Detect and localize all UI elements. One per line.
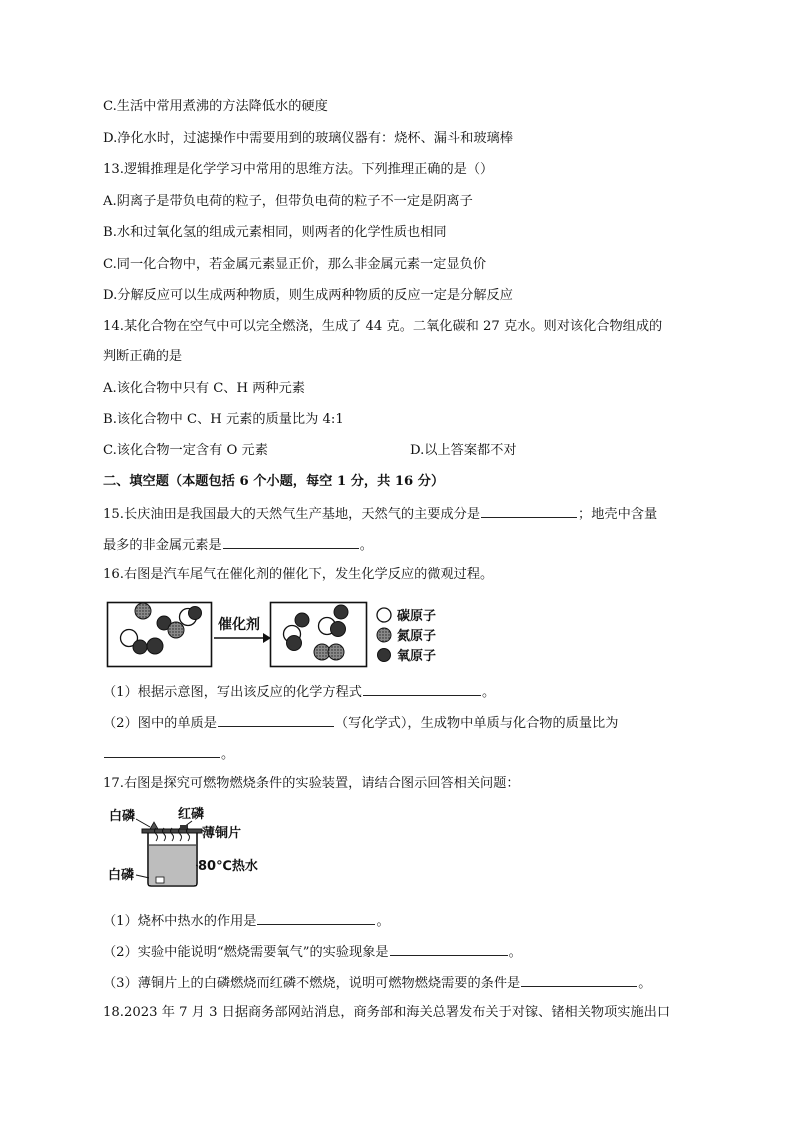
leader-line [136,819,150,827]
question-15 [103,504,657,524]
atom-legend [377,608,436,664]
nitrogen-atom [135,603,151,619]
option-c-q12: C.生活中常用煮沸的方法降低水的硬度 [103,99,328,114]
legend-nitrogen-icon [377,628,391,642]
label-copper-sheet: 薄铜片 [202,826,242,841]
option-a-q14: A.该化合物中只有 C、H 两种元素 [103,381,305,396]
question-14: 14.某化合物在空气中可以完全燃浇，生成了 44 克。二氧化碳和 27 克水。则对该化合物组成的 [103,319,663,334]
nitrogen-atom [168,622,184,638]
option-c-q14: C.该化合物一定含有 O 元素 [103,443,268,458]
q16-2-end: 。 [221,747,235,762]
question-16-part2 [103,713,618,733]
option-d-q14: D.以上答案都不对 [410,443,517,458]
product-molecules [284,605,349,660]
answer-blank [521,973,637,987]
question-17-part1 [103,911,390,931]
option-a-q13: A.阴离子是带负电荷的粒子，但带负电荷的粒子不一定是阴离子 [103,194,473,209]
label-red-phosphorus: 红磷 [178,807,205,822]
oxygen-atom [287,636,302,651]
question-15-cont [103,535,373,555]
oxygen-atom [331,622,346,637]
question-18: 18.2023 年 7 月 3 日据商务部网站消息，商务部和海关总署发布关于对镓、锗相关物项实施出口 [103,1005,671,1020]
question-16-part2-cont [103,744,234,764]
question-14-cont: 判断正确的是 [103,349,183,364]
q16-2-text-b: （写化学式），生成物中单质与化合物的质量比为 [334,716,619,731]
q17-3-end: 。 [638,976,652,991]
q15-text-b: ；地壳中含量 [578,507,658,522]
legend-nitrogen-label: 氮原子 [397,629,437,644]
q15-text-a: 15.长庆油田是我国最大的天然气生产基地，天然气的主要成分是 [103,507,481,522]
section-heading: 二、填空题（本题包括 6 个小题，每空 1 分，共 16 分） [103,474,445,489]
oxygen-atom [295,613,309,627]
legend-carbon-label: 碳原子 [397,609,437,624]
q17-1-end: 。 [376,914,390,929]
oxygen-atom [189,607,202,620]
question-17-part3 [103,973,651,993]
answer-blank [218,713,334,727]
q16-1-end: 。 [481,685,496,700]
combustion-apparatus-diagram [106,805,266,891]
answer-blank [104,744,220,758]
answer-blank [257,911,375,925]
q16-2-text: （2）图中的单质是 [103,716,217,731]
q17-1-text: （1）烧杯中热水的作用是 [103,914,257,929]
answer-blank [363,682,481,696]
oxygen-atom [334,605,348,619]
label-white-phosphorus-top: 白磷 [109,809,136,824]
q16-1-text: （1）根据示意图，写出该反应的化学方程式 [103,685,362,700]
oxygen-atom [147,638,163,654]
option-b-q13: B.水和过氧化氢的组成元素相同，则两者的化学性质也相同 [103,225,447,240]
question-17: 17.右图是探究可燃物燃烧条件的实验装置，请结合图示回答相关问题： [103,776,520,791]
answer-blank [223,535,359,549]
label-hot-water: 80℃热水 [198,859,258,874]
q17-2-text: （2）实验中能说明“燃烧需要氧气”的实验现象是 [103,945,389,960]
option-c-q13: C.同一化合物中，若金属元素显正价，那么非金属元素一定显负价 [103,257,487,272]
nitrogen-atom [328,644,344,660]
question-16-part1 [103,682,495,702]
q15-text-d: 。 [359,538,373,553]
question-17-part2 [103,942,522,962]
copper-sheet [142,829,202,833]
q17-2-end: 。 [508,945,522,960]
option-b-q14: B.该化合物中 C、H 元素的质量比为 4:1 [103,412,344,427]
answer-blank [390,942,508,956]
question-16: 16.右图是汽车尾气在催化剂的催化下，发生化学反应的微观过程。 [103,567,494,582]
legend-oxygen-label: 氧原子 [397,649,437,664]
q17-3-text: （3）薄铜片上的白磷燃烧而红磷不燃烧，说明可燃物燃烧需要的条件是 [103,976,521,991]
catalyst-label: 催化剂 [218,617,260,633]
legend-carbon-icon [377,608,391,622]
white-phosphorus-sample [150,822,158,829]
submerged-white-phosphorus [156,877,164,883]
legend-oxygen-icon [378,649,391,662]
label-white-phosphorus-bottom: 白磷 [108,868,135,883]
answer-blank [481,504,577,518]
option-d-q13: D.分解反应可以生成两种物质，则生成两种物质的反应一定是分解反应 [103,288,513,303]
question-13: 13.逻辑推理是化学学习中常用的思维方法。下列推理正确的是（） [103,162,494,177]
q15-text-c: 最多的非金属元素是 [103,538,222,553]
reactant-molecules [121,603,202,654]
reaction-diagram [106,598,446,670]
option-d-q12: D.净化水时，过滤操作中需要用到的玻璃仪器有：烧杯、漏斗和玻璃棒 [103,131,513,146]
red-phosphorus-sample [180,825,188,829]
oxygen-atom [133,640,147,654]
